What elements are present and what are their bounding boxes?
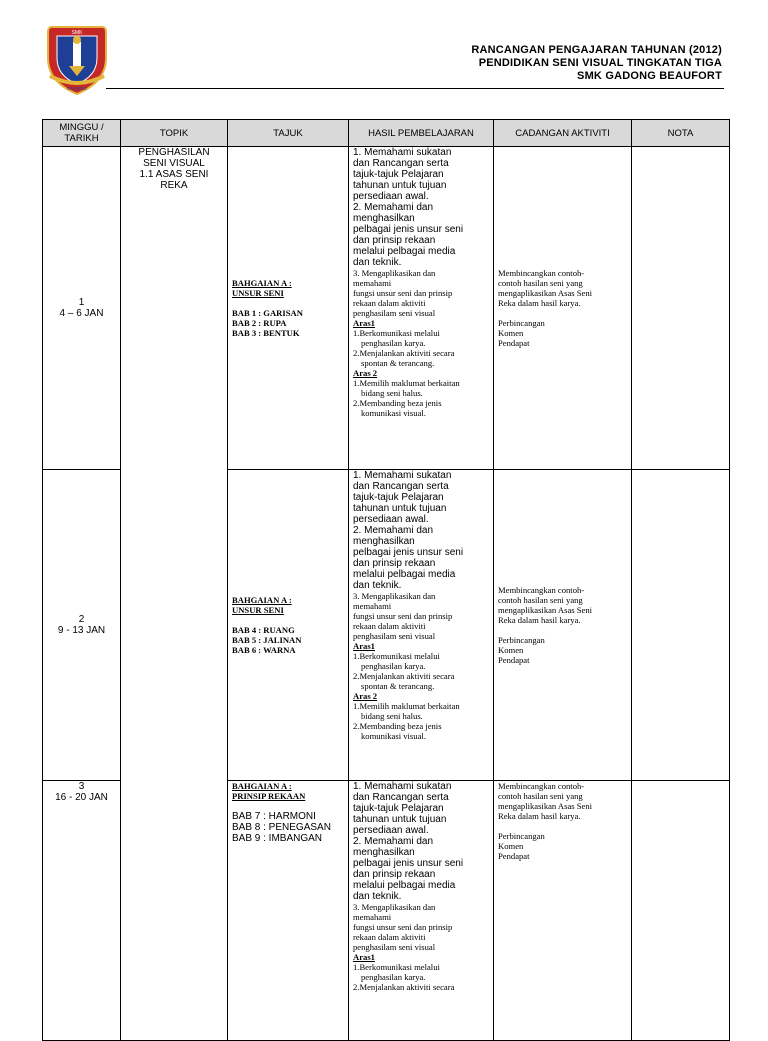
table-row xyxy=(43,147,730,470)
activity-cell xyxy=(494,470,632,781)
title-cell xyxy=(228,470,349,781)
week-cell xyxy=(43,781,121,1041)
week-cell xyxy=(43,470,121,781)
activity-line: Membincangkan contoh- xyxy=(498,585,585,595)
outcome-line: memahami xyxy=(353,278,392,288)
outcome-line: 2. Memahami dan xyxy=(353,836,434,847)
chapter-item: BAB 8 : PENEGASAN xyxy=(232,822,331,833)
outcome-line: 2. Memahami dan xyxy=(353,202,434,213)
outcome-line: 1. Memahami sukatan xyxy=(353,470,452,481)
outcome-line: rekaan dalam aktiviti xyxy=(353,621,426,631)
activity-line: Perbincangan xyxy=(498,318,545,328)
activity-line: Pendapat xyxy=(498,851,530,861)
topic-line: SENI VISUAL xyxy=(143,158,205,169)
outcome-line: dan teknik. xyxy=(353,580,402,591)
outcome-line: persediaan awal. xyxy=(353,514,429,525)
outcome-line: fungsi unsur seni dan prinsip xyxy=(353,611,453,621)
outcome-line: penghasilam seni visual xyxy=(353,631,436,641)
chapter-item: BAB 4 : RUANG xyxy=(232,625,295,635)
week-date: 16 - 20 JAN xyxy=(55,792,108,803)
outcomes-cell xyxy=(349,470,494,781)
activity-line: Reka dalam hasil karya. xyxy=(498,298,581,308)
outcome-line: dan Rancangan serta xyxy=(353,792,449,803)
activity-line: mengaplikasikan Asas Seni xyxy=(498,288,593,298)
activity-line: Komen xyxy=(498,645,524,655)
outcome-line: dan prinsip rekaan xyxy=(353,869,436,880)
activity-line: Pendapat xyxy=(498,338,530,348)
outcome-line: 3. Mengaplikasikan dan xyxy=(353,268,436,278)
page-header xyxy=(0,0,768,100)
level-item: spontan & terancang. xyxy=(361,358,435,368)
outcome-line: dan teknik. xyxy=(353,257,402,268)
level-item: 2.Membanding beza jenis xyxy=(353,398,442,408)
logo-bottom-text: GADONG xyxy=(66,86,88,91)
topic-line: REKA xyxy=(160,180,188,191)
outcome-line: melalui pelbagai media xyxy=(353,569,456,580)
outcome-line: dan Rancangan serta xyxy=(353,158,449,169)
topic-cell xyxy=(121,147,228,1041)
level-item: 1.Berkomunikasi melalui xyxy=(353,962,440,972)
activity-line: contoh hasilan seni yang xyxy=(498,595,583,605)
section-name: UNSUR SENI xyxy=(232,288,284,298)
outcome-line: penghasilam seni visual xyxy=(353,308,436,318)
outcome-line: 3. Mengaplikasikan dan xyxy=(353,591,436,601)
chapter-item: BAB 1 : GARISAN xyxy=(232,308,303,318)
column-header-topic: TOPIK xyxy=(121,120,228,147)
section-name: PRINSIP REKAAN xyxy=(232,791,306,801)
document-title xyxy=(471,44,722,83)
week-number: 1 xyxy=(78,297,85,308)
topic-line: 1.1 ASAS SENI xyxy=(139,169,209,180)
level-item: 2.Menjalankan aktiviti secara xyxy=(353,671,455,681)
column-header-notes: NOTA xyxy=(632,120,730,147)
outcome-line: 1. Memahami sukatan xyxy=(353,781,452,792)
activity-line: Reka dalam hasil karya. xyxy=(498,811,581,821)
outcome-line: 3. Mengaplikasikan dan xyxy=(353,902,436,912)
activity-line: mengaplikasikan Asas Seni xyxy=(498,801,593,811)
level-item: bidang seni halus. xyxy=(361,711,423,721)
activity-line: Komen xyxy=(498,328,524,338)
level-item: komunikasi visual. xyxy=(361,731,426,741)
notes-cell xyxy=(632,147,730,470)
level-item: 2.Menjalankan aktiviti secara xyxy=(353,348,455,358)
section-name: UNSUR SENI xyxy=(232,605,284,615)
outcome-line: dan prinsip rekaan xyxy=(353,235,436,246)
activity-line: Komen xyxy=(498,841,524,851)
outcome-line: rekaan dalam aktiviti xyxy=(353,298,426,308)
week-date: 9 - 13 JAN xyxy=(57,625,106,636)
chapter-item: BAB 6 : WARNA xyxy=(232,645,296,655)
level-item: 1.Berkomunikasi melalui xyxy=(353,651,440,661)
topic-line: PENGHASILAN xyxy=(138,147,210,158)
level-item: 1.Berkomunikasi melalui xyxy=(353,328,440,338)
section-heading: BAHGAIAN A : xyxy=(232,278,292,288)
level-heading: Aras1 xyxy=(353,952,375,962)
level-item: 1.Memilih maklumat berkaitan xyxy=(353,378,460,388)
title-line: PENDIDIKAN SENI VISUAL TINGKATAN TIGA xyxy=(478,57,722,69)
level-item: 1.Memilih maklumat berkaitan xyxy=(353,701,460,711)
week-cell xyxy=(43,147,121,470)
outcome-line: menghasilkan xyxy=(353,213,415,224)
level-item: komunikasi visual. xyxy=(361,408,426,418)
level-item: 2.Menjalankan aktiviti secara xyxy=(353,982,455,992)
outcome-line: rekaan dalam aktiviti xyxy=(353,932,426,942)
activity-line: contoh hasilan seni yang xyxy=(498,791,583,801)
outcome-line: pelbagai jenis unsur seni xyxy=(353,224,464,235)
activity-line: Membincangkan contoh- xyxy=(498,781,585,791)
level-item: spontan & terancang. xyxy=(361,681,435,691)
header-divider xyxy=(106,88,724,89)
outcome-line: memahami xyxy=(353,912,392,922)
chapter-item: BAB 7 : HARMONI xyxy=(232,811,316,822)
chapter-item: BAB 2 : RUPA xyxy=(232,318,287,328)
title-line: RANCANGAN PENGAJARAN TAHUNAN (2012) xyxy=(471,44,722,56)
outcome-line: tahunan untuk tujuan xyxy=(353,180,447,191)
column-header-week: MINGGU / TARIKH xyxy=(43,120,121,147)
outcome-line: memahami xyxy=(353,601,392,611)
lesson-plan-table xyxy=(42,119,730,1041)
level-heading: Aras1 xyxy=(353,641,375,651)
title-line: SMK GADONG BEAUFORT xyxy=(577,70,722,82)
level-heading: Aras1 xyxy=(353,318,375,328)
outcome-line: pelbagai jenis unsur seni xyxy=(353,858,464,869)
activity-line: Pendapat xyxy=(498,655,530,665)
week-number: 2 xyxy=(78,614,85,625)
outcome-line: dan Rancangan serta xyxy=(353,481,449,492)
activity-line: contoh hasilan seni yang xyxy=(498,278,583,288)
level-item: penghasilan karya. xyxy=(361,338,426,348)
outcome-line: dan prinsip rekaan xyxy=(353,558,436,569)
outcome-line: tahunan untuk tujuan xyxy=(353,503,447,514)
chapter-item: BAB 3 : BENTUK xyxy=(232,328,300,338)
notes-cell xyxy=(632,781,730,1041)
activity-line: Membincangkan contoh- xyxy=(498,268,585,278)
outcome-line: dan teknik. xyxy=(353,891,402,902)
table-header-row xyxy=(43,120,730,147)
school-crest-icon xyxy=(42,24,112,96)
outcome-line: tajuk-tajuk Pelajaran xyxy=(353,803,444,814)
activity-line: Reka dalam hasil karya. xyxy=(498,615,581,625)
level-item: penghasilan karya. xyxy=(361,972,426,982)
outcome-line: melalui pelbagai media xyxy=(353,246,456,257)
level-item: penghasilan karya. xyxy=(361,661,426,671)
outcome-line: menghasilkan xyxy=(353,536,415,547)
level-heading: Aras 2 xyxy=(353,368,378,378)
chapter-item: BAB 5 : JALINAN xyxy=(232,635,302,645)
outcome-line: tajuk-tajuk Pelajaran xyxy=(353,169,444,180)
section-heading: BAHGAIAN A : xyxy=(232,595,292,605)
outcome-line: 2. Memahami dan xyxy=(353,525,434,536)
week-date: 4 – 6 JAN xyxy=(59,308,104,319)
outcome-line: persediaan awal. xyxy=(353,191,429,202)
activity-cell xyxy=(494,781,632,1041)
activity-line: mengaplikasikan Asas Seni xyxy=(498,605,593,615)
level-item: 2.Membanding beza jenis xyxy=(353,721,442,731)
level-item: bidang seni halus. xyxy=(361,388,423,398)
chapter-item: BAB 9 : IMBANGAN xyxy=(232,833,323,844)
outcome-line: menghasilkan xyxy=(353,847,415,858)
section-heading: BAHGAIAN A : xyxy=(232,781,292,791)
column-header-title: TAJUK xyxy=(228,120,349,147)
outcome-line: pelbagai jenis unsur seni xyxy=(353,547,464,558)
outcome-line: persediaan awal. xyxy=(353,825,429,836)
column-header-outcomes: HASIL PEMBELAJARAN xyxy=(349,120,494,147)
column-header-activities: CADANGAN AKTIVITI xyxy=(494,120,632,147)
outcome-line: fungsi unsur seni dan prinsip xyxy=(353,288,453,298)
level-heading: Aras 2 xyxy=(353,691,378,701)
outcome-line: penghasilam seni visual xyxy=(353,942,436,952)
outcomes-cell xyxy=(349,781,494,1041)
activity-line: Perbincangan xyxy=(498,635,545,645)
title-cell xyxy=(228,147,349,470)
outcome-line: 1. Memahami sukatan xyxy=(353,147,452,158)
outcome-line: fungsi unsur seni dan prinsip xyxy=(353,922,453,932)
outcomes-cell xyxy=(349,147,494,470)
notes-cell xyxy=(632,470,730,781)
outcome-line: tahunan untuk tujuan xyxy=(353,814,447,825)
outcome-line: tajuk-tajuk Pelajaran xyxy=(353,492,444,503)
logo-top-text: SMK xyxy=(71,30,83,36)
outcome-line: melalui pelbagai media xyxy=(353,880,456,891)
activity-line: Perbincangan xyxy=(498,831,545,841)
activity-cell xyxy=(494,147,632,470)
title-cell xyxy=(228,781,349,1041)
week-number: 3 xyxy=(78,781,85,792)
